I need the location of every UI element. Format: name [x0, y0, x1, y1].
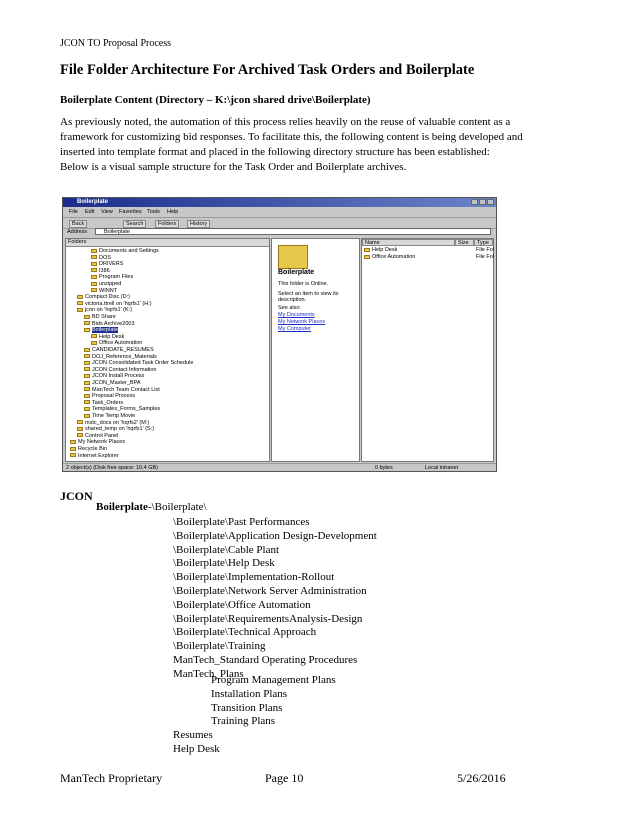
folder-icon	[84, 348, 90, 352]
directory-item: \Boilerplate\Training	[173, 640, 266, 653]
folder-icon	[84, 400, 90, 404]
tree-item-label: Documents and Settings	[99, 248, 159, 254]
minimize-icon	[471, 199, 478, 205]
jcon-label: JCON	[60, 489, 93, 503]
folder-icon	[84, 394, 90, 398]
tree-item-label: DOS	[99, 254, 111, 261]
menu-favorites: Favorites	[119, 209, 142, 215]
web-view-text: See also:	[278, 305, 301, 311]
folder-icon	[70, 453, 76, 457]
status-bar	[63, 463, 496, 472]
tree-item	[77, 301, 152, 307]
tree-item-label: Task_Orders	[92, 399, 124, 406]
boilerplate-root	[96, 501, 207, 515]
tree-item	[84, 360, 193, 366]
address-value: Boilerplate	[104, 229, 130, 235]
address-bar	[63, 228, 496, 236]
tree-item	[84, 373, 144, 379]
folder-icon	[84, 367, 90, 371]
folder-icon	[84, 407, 90, 411]
intro-paragraph: Below is a visual sample structure for the Task Order and Boilerplate archives.	[60, 161, 407, 173]
tree-item-label: ManTech Team Contact List	[92, 386, 160, 393]
tree-item-label: mstc_docs on 'hqrfs2' (M:)	[85, 419, 150, 426]
folder-icon	[84, 354, 90, 358]
tree-item	[77, 420, 149, 426]
tree-item-label: Templates_Forms_Samples	[92, 406, 161, 413]
menu-help: Help	[167, 209, 179, 215]
folder-icon	[278, 245, 308, 269]
folder-icon	[77, 427, 83, 431]
close-icon	[487, 199, 494, 205]
folder-icon	[91, 282, 97, 286]
tree-item	[84, 354, 157, 360]
folder-icon	[91, 249, 97, 253]
folder-icon	[77, 433, 83, 437]
folder-icon	[364, 255, 370, 259]
tree-item	[84, 387, 160, 393]
tree-item	[91, 340, 142, 346]
intro-paragraph: As previously noted, the automation of this process relies heavily on the reuse of valuable content as a framework for customizing bid responses. To facilitate this, the following content is being developed and inserted into template format and placed in the following directory structure has been established:	[60, 116, 523, 158]
explorer-screenshot	[62, 197, 497, 472]
directory-item: Resumes	[173, 729, 213, 741]
folder-icon	[84, 361, 90, 365]
folder-icon	[84, 387, 90, 391]
file-type: File Fol	[476, 247, 495, 253]
folder-icon	[84, 321, 90, 325]
web-view-text: Select an item to view its	[278, 291, 339, 297]
status-mid: 0 bytes	[375, 465, 393, 471]
tree-item	[91, 255, 111, 261]
folders-header-label: Folders	[68, 239, 87, 245]
folder-icon	[91, 262, 97, 266]
folder-icon	[77, 420, 83, 424]
tree-item	[91, 248, 159, 254]
tree-item	[84, 413, 135, 419]
address-label: Address	[67, 229, 88, 235]
tree-item-label: BD Share	[92, 314, 116, 320]
web-view-link: My Computer	[278, 326, 312, 332]
tree-item-label: victoria.ttrell on 'hqrfs1' (H:)	[85, 300, 152, 307]
tree-item	[70, 453, 119, 459]
window-controls	[471, 199, 494, 205]
folder-icon	[91, 288, 97, 292]
column-label: Name	[365, 240, 380, 246]
folder-icon	[91, 275, 97, 279]
tree-item	[84, 314, 116, 320]
menu-file: File	[69, 209, 78, 215]
tree-item	[77, 426, 154, 432]
directory-item: Program Management Plans	[211, 674, 336, 686]
page-title: File Folder Architecture For Archived Task Orders and Boilerplate	[60, 62, 475, 78]
web-view-link: My Documents	[278, 312, 315, 318]
tree-item-label: Boilerplate	[92, 327, 118, 334]
tree-item-label: Bids Archive2003	[92, 320, 135, 327]
window-titlebar	[63, 198, 496, 207]
tree-item-label: My Network Places	[78, 439, 126, 446]
folder-icon	[91, 341, 97, 345]
tree-item	[84, 327, 118, 333]
file-row	[364, 247, 397, 253]
tree-item-label: Time Temp Movie	[92, 413, 136, 419]
tree-item-label: JCON Consolidated Task Order Schedule	[92, 360, 194, 367]
folder-tree-pane	[65, 238, 270, 462]
back-button: Back	[69, 220, 87, 228]
tree-item	[91, 288, 117, 294]
folder-icon	[77, 308, 83, 312]
folder-icon	[84, 328, 90, 332]
directory-item: \Boilerplate\Cable Plant	[173, 543, 280, 556]
tree-item-label: Compact Disc (D:)	[85, 294, 130, 301]
tree-item-label: Control Panel	[85, 432, 119, 439]
search-button: Search	[123, 220, 146, 228]
directory-item: \Boilerplate\Implementation-Rollout	[173, 571, 335, 584]
tree-item-label: DOJ_Reference_Materials	[92, 353, 157, 360]
folder-icon	[91, 268, 97, 272]
tree-item	[84, 393, 135, 399]
file-row	[364, 254, 415, 260]
directory-item: Transition Plans	[211, 701, 283, 714]
web-view-title: Boilerplate	[278, 269, 315, 276]
folder-icon	[70, 440, 76, 444]
menu-edit: Edit	[85, 209, 95, 215]
tree-item-label: DRIVERS	[99, 261, 124, 268]
intro-text	[60, 115, 555, 175]
tree-item	[91, 334, 124, 340]
column-header-size	[455, 239, 474, 246]
tree-item	[84, 406, 160, 412]
column-label: Type	[477, 240, 489, 246]
window-title: Boilerplate	[77, 199, 109, 205]
tree-item	[84, 400, 123, 406]
web-view-link: My Network Places	[278, 319, 326, 325]
folder-icon	[364, 248, 370, 252]
tree-item-label: shared_temp on 'hqrfs1' (S:)	[85, 426, 155, 433]
tree-item-label: WINNT	[99, 287, 118, 294]
tree-item	[77, 433, 118, 439]
tree-item	[84, 367, 157, 373]
status-right: Local intranet	[425, 465, 459, 471]
menu-view: View	[101, 209, 113, 215]
directory-item: ManTech_Standard Operating Procedures	[173, 653, 358, 666]
folder-icon	[70, 447, 76, 451]
folder-icon	[84, 374, 90, 378]
tree-item	[84, 347, 154, 353]
page-number: Page 10	[265, 771, 304, 785]
tree-item-label: I386	[99, 267, 110, 274]
tree-item	[84, 321, 135, 327]
file-name: Help Desk	[372, 247, 398, 253]
column-header-type	[474, 239, 493, 246]
directory-item: \Boilerplate\Office Automation	[173, 598, 311, 611]
status-left: 2 object(s) (Disk free space: 10.4 GB)	[66, 465, 159, 471]
menu-bar	[63, 208, 496, 216]
folder-icon	[91, 255, 97, 259]
tree-item-label: CANDIDATE_RESUMES	[92, 347, 154, 353]
web-view-text: This folder is Online.	[278, 281, 329, 287]
history-button: History	[187, 220, 210, 228]
footer-date: 5/26/2016	[457, 771, 506, 785]
tree-item	[91, 268, 110, 274]
folder-icon	[84, 414, 90, 418]
tree-item	[77, 294, 130, 300]
directory-item: Training Plans	[211, 715, 276, 728]
tree-item	[84, 380, 141, 386]
tree-item-label: JCON_Master_BPA	[92, 380, 141, 386]
maximize-icon	[479, 199, 486, 205]
file-list-pane	[361, 238, 494, 462]
file-name: Office Automation	[372, 254, 416, 260]
tree-item	[91, 274, 133, 280]
tree-item-label: Internet Explorer	[78, 452, 119, 459]
directory-item: Installation Plans	[211, 687, 288, 700]
directory-item: \Boilerplate\Application Design-Development	[173, 529, 377, 542]
column-label: Size	[458, 240, 469, 246]
tree-item	[77, 307, 132, 313]
directory-item: Help Desk	[173, 742, 220, 755]
web-view-text: description.	[278, 297, 307, 303]
web-view-pane	[271, 238, 360, 462]
tree-item-label: Recycle Bin	[78, 446, 108, 452]
tree-item	[70, 446, 107, 452]
boilerplate-label: Boilerplate	[96, 501, 148, 513]
tree-item-label: jcon on 'hqrfs1' (K:)	[85, 307, 133, 314]
tree-item	[70, 439, 125, 445]
tree-item	[91, 281, 121, 287]
menu-tools: Tools	[147, 209, 160, 215]
folder-icon	[91, 334, 97, 338]
folders-button: Folders	[155, 220, 179, 228]
directory-list-level3	[173, 729, 220, 757]
directory-list-level1	[173, 516, 377, 682]
folders-header	[66, 239, 269, 247]
file-type: File Fol	[476, 254, 495, 260]
tree-item-label: unzipped	[99, 281, 122, 287]
tree-item-label: Help Desk	[99, 333, 125, 340]
tree-item	[91, 261, 123, 267]
folder-icon	[77, 301, 83, 305]
directory-item: \Boilerplate\Technical Approach	[173, 626, 317, 639]
folder-icon	[77, 295, 83, 299]
directory-item: ManTech_Plans	[173, 667, 244, 680]
address-field	[95, 228, 491, 235]
folder-icon	[84, 315, 90, 319]
tree-item-label: Proposal Process	[92, 393, 136, 400]
tree-item-label: Program Files	[99, 274, 134, 281]
section-subtitle: Boilerplate Content (Directory – K:\jcon shared drive\Boilerplate)	[60, 94, 371, 106]
tree-item-label: Office Automation	[99, 340, 143, 347]
boilerplate-path: -\Boilerplate\	[147, 501, 207, 513]
footer-left: ManTech Proprietary	[60, 771, 163, 785]
directory-item: \Boilerplate\Network Server Administration	[173, 584, 367, 597]
column-header-name	[362, 239, 455, 246]
directory-item: \Boilerplate\Past Performances	[173, 516, 310, 528]
directory-item: \Boilerplate\RequirementsAnalysis-Design	[173, 612, 363, 625]
folder-icon	[84, 381, 90, 385]
directory-list-level2	[211, 674, 336, 729]
running-header: JCON TO Proposal Process	[60, 38, 172, 49]
tree-item-label: JCON Contact Information	[92, 366, 157, 373]
directory-item: \Boilerplate\Help Desk	[173, 557, 275, 570]
tree-item-label: JCON Install Process	[92, 373, 145, 380]
